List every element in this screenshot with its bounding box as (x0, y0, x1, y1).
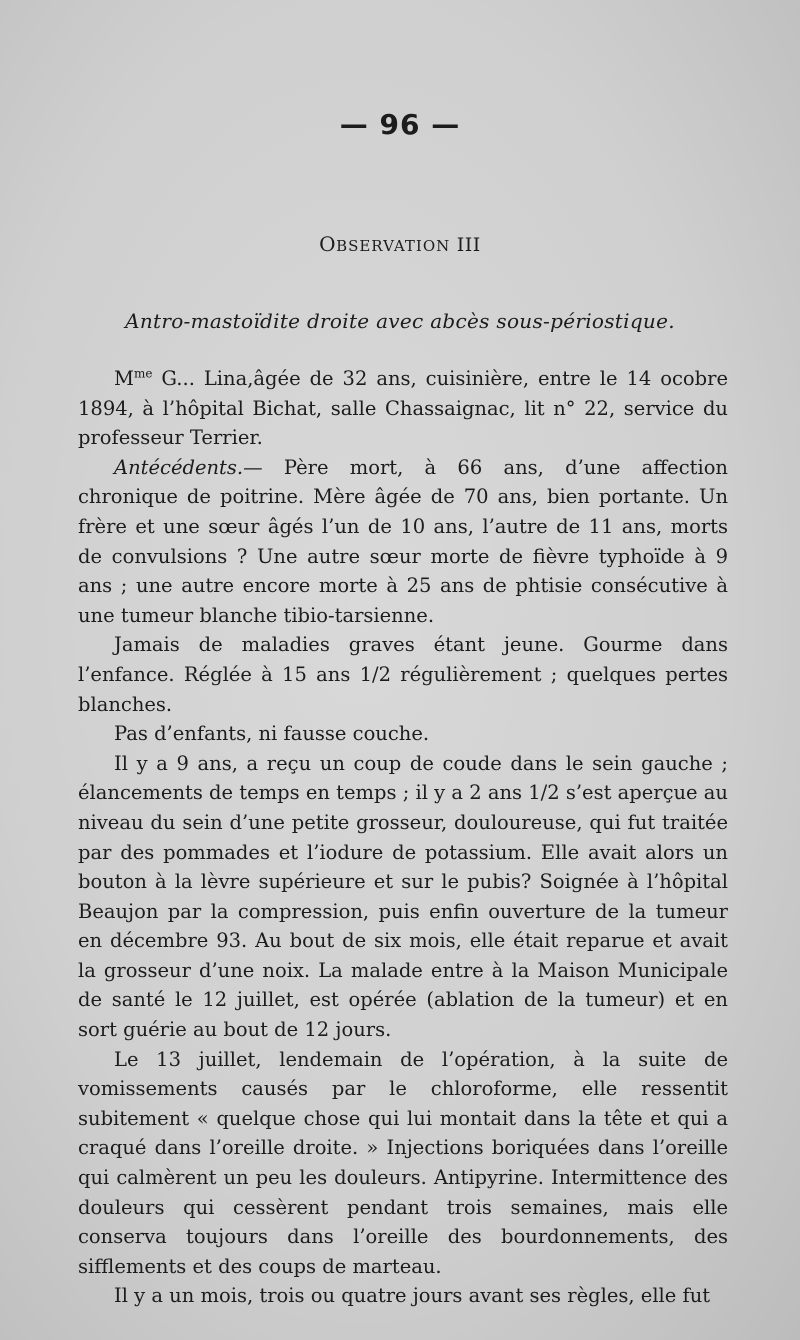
patient-prefix: M (114, 367, 134, 390)
section-title-rest: BSERVATION (336, 237, 451, 255)
paragraph-sein: Il y a 9 ans, a reçu un coup de coude dans le sein gauche ; élancements de temps en temps ; il y a 2 ans 1/2 s’est aperçue au niveau du sein d’une petite grosseur, douloureuse, qui fut traitée par des pommades et l’iodure de potassium. Elle avait alors un bouton à la lèvre supérieure et sur le pubis? Soignée à l’hôpital Beaujon par la compression, puis enfin ouverture de la tumeur en décembre 93. Au bout de six mois, elle était reparue et avait la grosseur d’une noix. La malade entre à la Maison Municipale de santé le 12 juillet, est opérée (ablation de la tumeur) et en sort guérie au bout de 12 jours. (78, 751, 728, 1042)
section-title-initial: O (319, 232, 337, 256)
paragraph-operation: Le 13 juillet, lendemain de l’opération, à la suite de vomissements causés par le chloroforme, elle ressentit subitement « quelque chose qui lui montait dans la tête et qui a craqué dans l’oreille droite. » Injections boriquées dans l’oreille qui calmèrent un peu les douleurs. Antipyrine. Intermittence des douleurs qui cessèrent pendant trois semaines, mais elle conserva toujours dans l’oreille des bourdonnements, des sifflements et des coups de marteau. (78, 1047, 728, 1278)
paragraph-patient (78, 364, 728, 453)
paragraph-patient-text: G... Lina,âgée de 32 ans, cuisinière, entre le 14 ocobre 1894, à l’hôpital Bichat, salle Chassaignac, lit n° 22, service du professeur Terrier. (78, 367, 728, 450)
section-title (0, 232, 800, 256)
paragraph-maladies: Jamais de maladies graves étant jeune. Gourme dans l’enfance. Réglée à 15 ans 1/2 régulièrement ; quelques pertes blanches. (78, 633, 728, 716)
paragraph-mois: Il y a un mois, trois ou quatre jours avant ses règles, elle fut (114, 1284, 711, 1308)
paragraph-antecedents (78, 453, 728, 631)
paragraph-antecedents-text: — Père mort, à 66 ans, d’une affection chronique de poitrine. Mère âgée de 70 ans, bien portante. Un frère et une sœur âgés l’un de 10 ans, l’autre de 11 ans, morts de convulsions ? Une autre sœur morte de fièvre typhoïde à 9 ans ; une autre encore morte à 25 ans de phtisie consécutive à une tumeur blanche tibio-tarsienne. (78, 455, 728, 627)
patient-prefix-sup: me (133, 366, 153, 381)
antecedents-lead: Antécédents. (114, 455, 244, 479)
section-title-numeral: III (456, 234, 481, 256)
paragraph-enfants: Pas d’enfants, ni fausse couche. (114, 722, 430, 746)
case-title: Antro-mastoïdite droite avec abcès sous-périostique. (125, 309, 675, 333)
body-text (78, 364, 728, 1311)
page-number: — 96 — (339, 108, 461, 141)
